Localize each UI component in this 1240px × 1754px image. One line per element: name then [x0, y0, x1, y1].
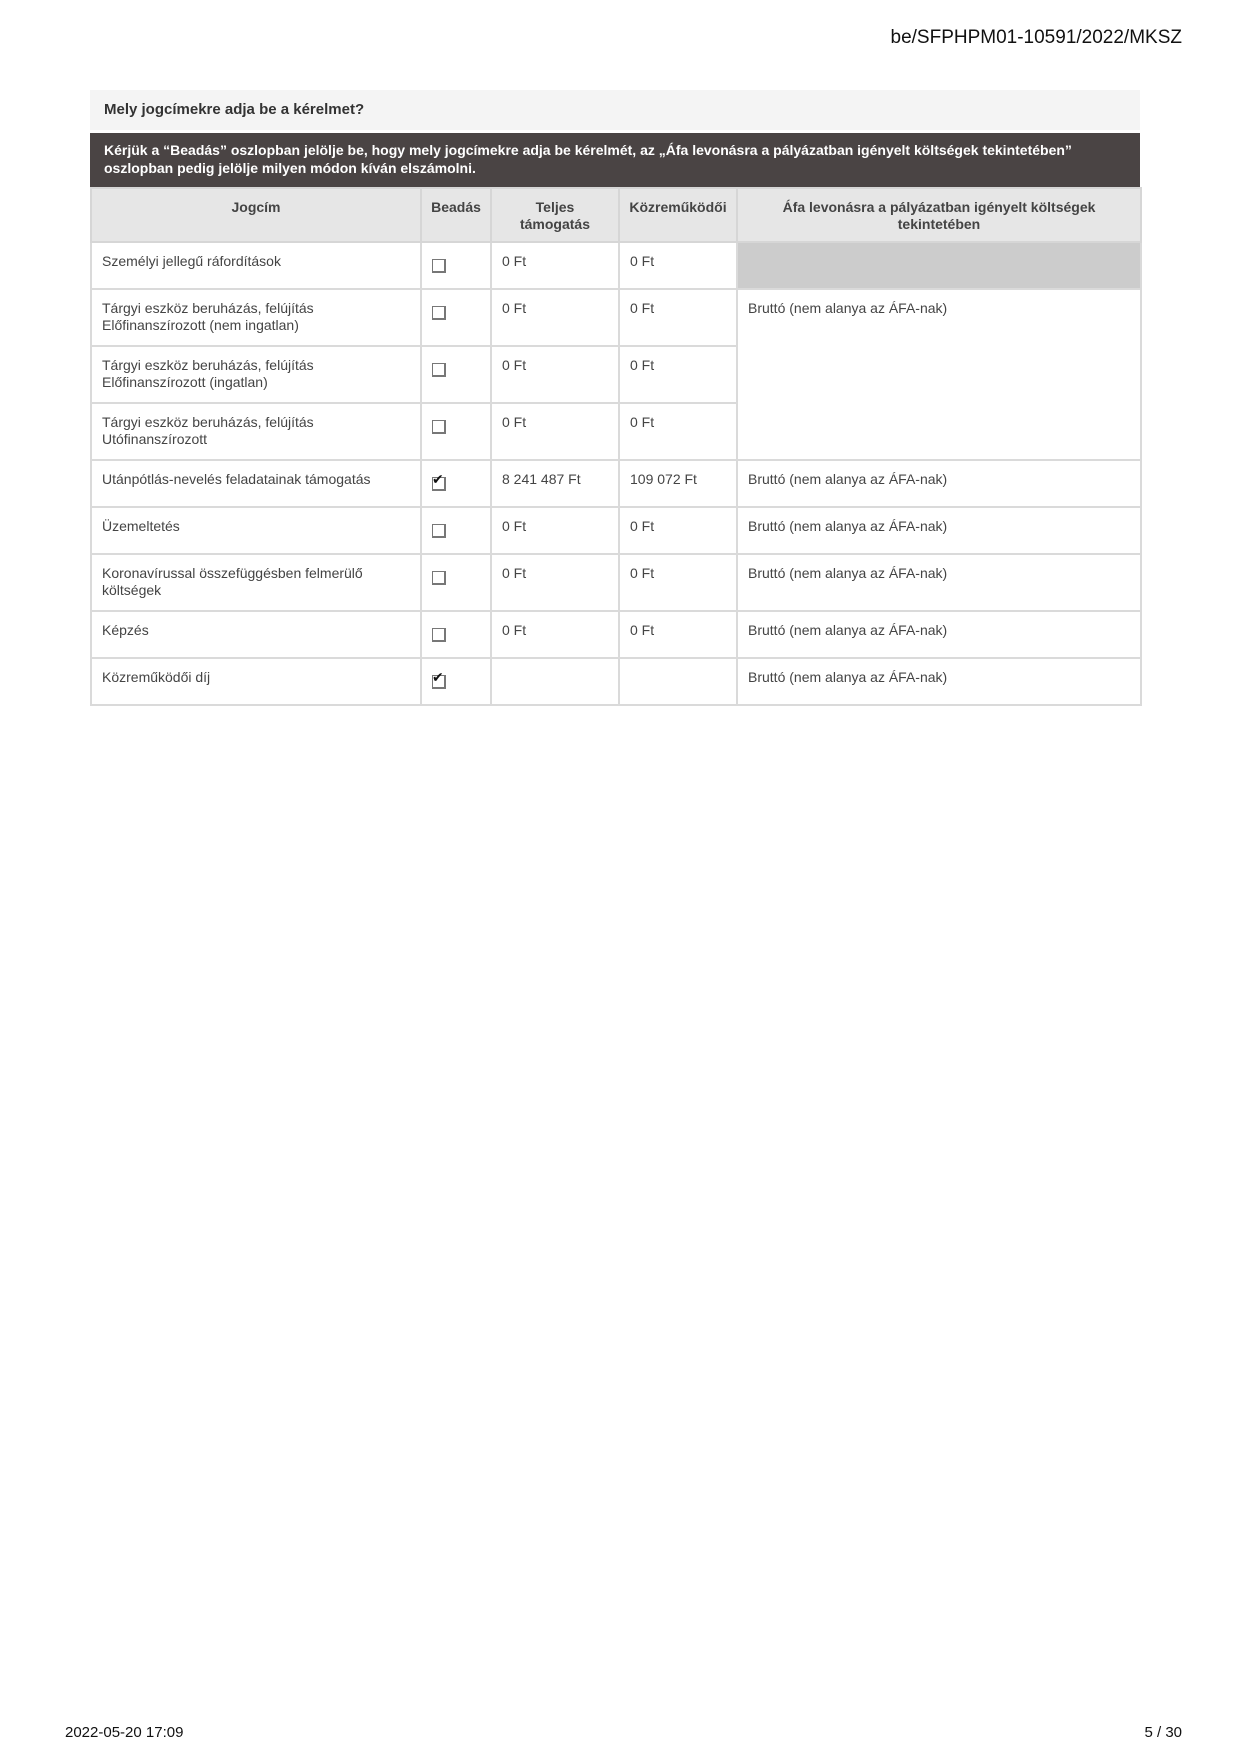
row-kozremukodoi: 0 Ft	[619, 346, 737, 403]
beadas-checkbox[interactable]	[432, 571, 446, 585]
row-beadas	[421, 658, 491, 705]
row-jogcim: Tárgyi eszköz beruházás, felújítás Előfinanszírozott (nem ingatlan)	[91, 289, 421, 346]
header-beadas: Beadás	[421, 188, 491, 242]
footer-timestamp: 2022-05-20 17:09	[65, 1724, 184, 1741]
row-beadas	[421, 289, 491, 346]
beadas-checkbox-checked[interactable]	[432, 471, 446, 491]
row-teljes: 0 Ft	[491, 346, 619, 403]
claims-section	[90, 90, 1140, 706]
row-kozremukodoi: 0 Ft	[619, 242, 737, 289]
row-teljes: 0 Ft	[491, 554, 619, 611]
table-row	[91, 554, 1141, 611]
row-kozremukodoi: 109 072 Ft	[619, 460, 737, 507]
row-kozremukodoi: 0 Ft	[619, 554, 737, 611]
row-kozremukodoi	[619, 658, 737, 705]
row-teljes: 0 Ft	[491, 242, 619, 289]
row-afa: Bruttó (nem alanya az ÁFA-nak)	[737, 658, 1141, 705]
row-kozremukodoi: 0 Ft	[619, 289, 737, 346]
document-id: be/SFPHPM01-10591/2022/MKSZ	[890, 27, 1182, 48]
table-row	[91, 611, 1141, 658]
row-afa: Bruttó (nem alanya az ÁFA-nak)	[737, 611, 1141, 658]
beadas-checkbox[interactable]	[432, 420, 446, 434]
row-kozremukodoi: 0 Ft	[619, 403, 737, 460]
row-teljes	[491, 658, 619, 705]
row-jogcim: Képzés	[91, 611, 421, 658]
row-kozremukodoi: 0 Ft	[619, 507, 737, 554]
table-header-row	[91, 188, 1141, 242]
row-jogcim: Személyi jellegű ráfordítások	[91, 242, 421, 289]
row-teljes: 8 241 487 Ft	[491, 460, 619, 507]
row-teljes: 0 Ft	[491, 611, 619, 658]
footer-page-number: 5 / 30	[1144, 1724, 1182, 1741]
row-teljes: 0 Ft	[491, 289, 619, 346]
row-beadas	[421, 554, 491, 611]
row-afa: Bruttó (nem alanya az ÁFA-nak)	[737, 507, 1141, 554]
row-beadas	[421, 460, 491, 507]
table-row	[91, 289, 1141, 346]
checkmark-icon: ✔	[432, 669, 444, 685]
section-title: Mely jogcímekre adja be a kérelmet?	[90, 90, 1140, 130]
table-row	[91, 242, 1141, 289]
row-jogcim: Tárgyi eszköz beruházás, felújítás Utófinanszírozott	[91, 403, 421, 460]
beadas-checkbox[interactable]	[432, 524, 446, 538]
row-afa: Bruttó (nem alanya az ÁFA-nak)	[737, 460, 1141, 507]
beadas-checkbox[interactable]	[432, 306, 446, 320]
table-row	[91, 658, 1141, 705]
header-kozremukodoi: Közreműködői	[619, 188, 737, 242]
row-beadas	[421, 611, 491, 658]
beadas-checkbox-checked[interactable]	[432, 669, 446, 689]
row-afa: Bruttó (nem alanya az ÁFA-nak)	[737, 554, 1141, 611]
row-beadas	[421, 403, 491, 460]
table-row	[91, 507, 1141, 554]
row-jogcim: Tárgyi eszköz beruházás, felújítás Előfinanszírozott (ingatlan)	[91, 346, 421, 403]
row-kozremukodoi: 0 Ft	[619, 611, 737, 658]
row-afa-disabled	[737, 242, 1141, 289]
row-afa-merged: Bruttó (nem alanya az ÁFA-nak)	[737, 289, 1141, 460]
row-jogcim: Utánpótlás-nevelés feladatainak támogatás	[91, 460, 421, 507]
row-teljes: 0 Ft	[491, 507, 619, 554]
table-row	[91, 460, 1141, 507]
beadas-checkbox[interactable]	[432, 363, 446, 377]
row-jogcim: Koronavírussal összefüggésben felmerülő költségek	[91, 554, 421, 611]
claims-table	[90, 187, 1142, 706]
header-afa: Áfa levonásra a pályázatban igényelt költségek tekintetében	[737, 188, 1141, 242]
row-beadas	[421, 346, 491, 403]
row-jogcim: Közreműködői díj	[91, 658, 421, 705]
checkmark-icon: ✔	[432, 471, 444, 487]
row-beadas	[421, 507, 491, 554]
beadas-checkbox[interactable]	[432, 259, 446, 273]
row-jogcim: Üzemeltetés	[91, 507, 421, 554]
row-beadas	[421, 242, 491, 289]
header-teljes: Teljes támogatás	[491, 188, 619, 242]
beadas-checkbox[interactable]	[432, 628, 446, 642]
instruction-banner: Kérjük a “Beadás” oszlopban jelölje be, hogy mely jogcímekre adja be kérelmét, az „Áfa levonásra a pályázatban igényelt költségek tekintetében” oszlopban pedig jelölje milyen módon kíván elszámolni.	[90, 133, 1140, 187]
row-teljes: 0 Ft	[491, 403, 619, 460]
header-jogcim: Jogcím	[91, 188, 421, 242]
